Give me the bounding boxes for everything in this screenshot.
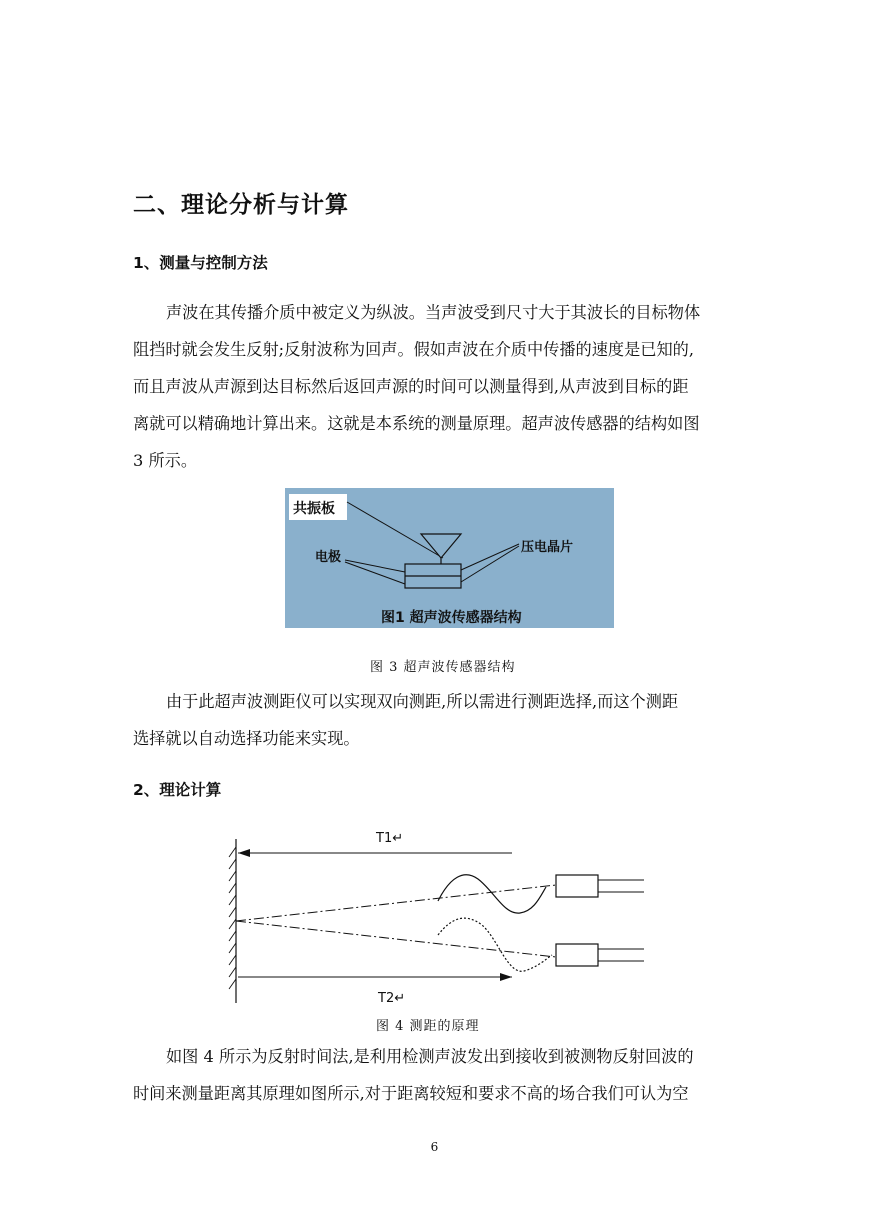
piezo-label: 压电晶片 bbox=[521, 540, 574, 555]
paragraph-line: 声波在其传播介质中被定义为纵波。当声波受到尺寸大于其波长的目标物体 bbox=[166, 303, 701, 322]
electrode-label: 电极 bbox=[315, 550, 342, 565]
paragraph-1 bbox=[133, 294, 737, 479]
paragraph-3 bbox=[133, 1038, 737, 1112]
t2-label: T2↵ bbox=[378, 991, 406, 1006]
paragraph-line: 3 所示。 bbox=[133, 451, 198, 470]
paragraph-2 bbox=[133, 683, 737, 757]
paragraph-line: 而且声波从声源到达目标然后返回声源的时间可以测量得到,从声波到目标的距 bbox=[133, 377, 689, 396]
paragraph-line: 如图 4 所示为反射时间法,是利用检测声波发出到接收到被测物反射回波的 bbox=[166, 1047, 694, 1066]
figure-inner-caption: 图1 超声波传感器结构 bbox=[381, 610, 522, 626]
figure-caption-4: 图 4 测距的原理 bbox=[376, 1019, 480, 1034]
transmitted-wave bbox=[438, 875, 546, 913]
transducer-lower bbox=[556, 944, 598, 966]
lower-beam-line bbox=[236, 921, 556, 957]
paragraph-line: 由于此超声波测距仪可以实现双向测距,所以需进行测距选择,而这个测距 bbox=[166, 692, 679, 711]
figure-caption-3: 图 3 超声波传感器结构 bbox=[370, 660, 516, 675]
subsection-heading-1: 1、测量与控制方法 bbox=[133, 254, 268, 272]
section-heading: 二、理论分析与计算 bbox=[133, 192, 349, 218]
t2-arrow-head bbox=[500, 973, 512, 981]
subsection-heading-2: 2、理论计算 bbox=[133, 781, 222, 799]
upper-beam-line bbox=[236, 885, 556, 921]
wall-hatching bbox=[229, 847, 236, 989]
paragraph-line: 离就可以精确地计算出来。这就是本系统的测量原理。超声波传感器的结构如图 bbox=[133, 414, 700, 433]
resonator-label: 共振板 bbox=[293, 501, 335, 517]
t1-label: T1↵ bbox=[376, 831, 404, 846]
t1-arrow-head bbox=[238, 849, 250, 857]
paragraph-line: 选择就以自动选择功能来实现。 bbox=[133, 729, 360, 748]
paragraph-line: 时间来测量距离其原理如图所示,对于距离较短和要求不高的场合我们可认为空 bbox=[133, 1084, 689, 1103]
page-number: 6 bbox=[430, 1140, 439, 1154]
sensor-structure-figure bbox=[285, 488, 614, 628]
transducer-upper bbox=[556, 875, 598, 897]
paragraph-line: 阻挡时就会发生反射;反射波称为回声。假如声波在介质中传播的速度是已知的, bbox=[133, 340, 694, 359]
ranging-principle-figure bbox=[228, 825, 648, 1010]
echo-wave bbox=[438, 918, 552, 971]
